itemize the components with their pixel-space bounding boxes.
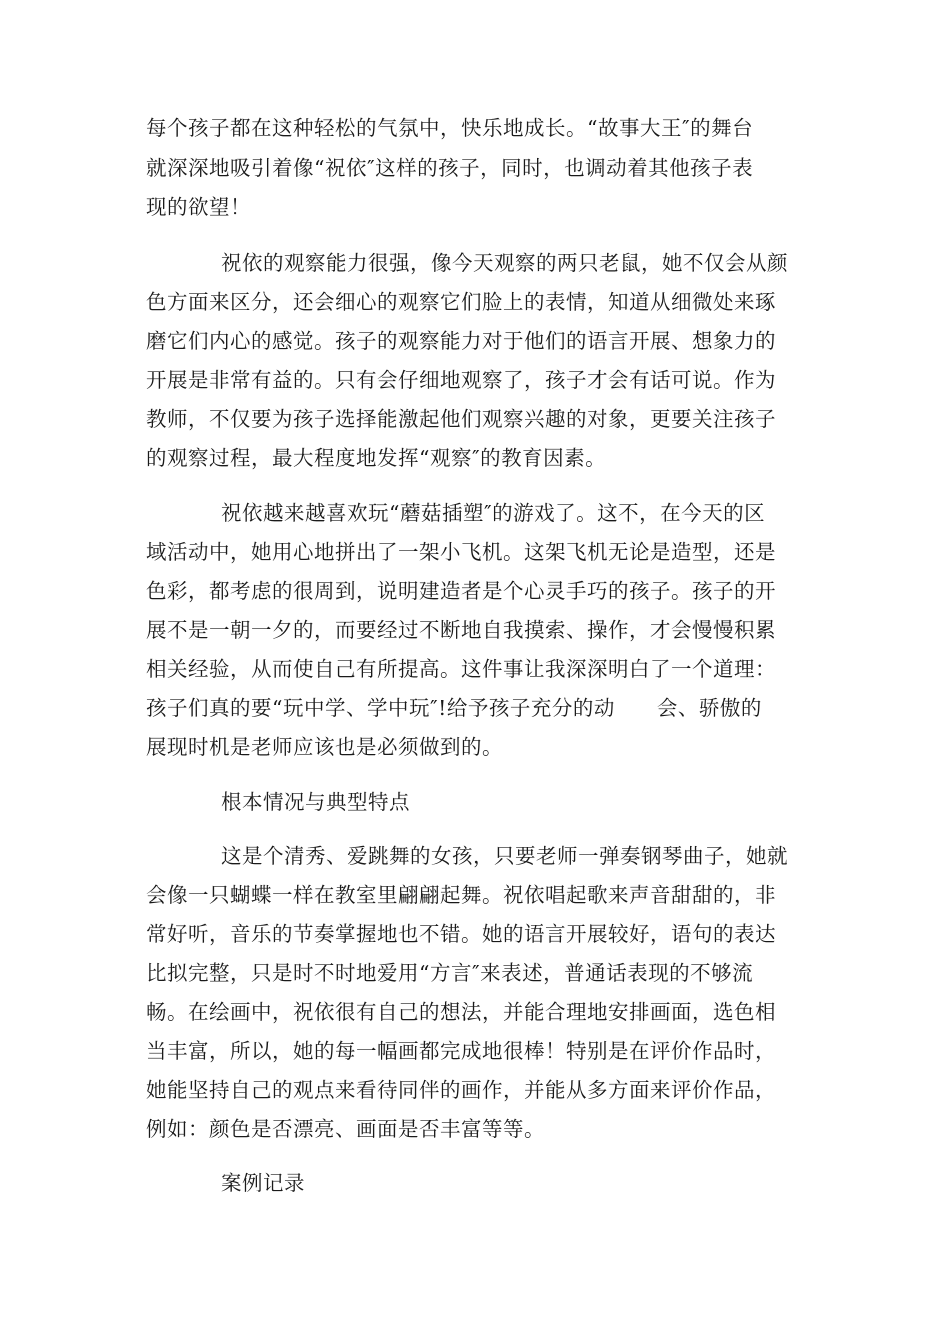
text-line: 她能坚持自己的观点来看待同伴的画作，并能从多方面来评价作品， — [146, 1078, 776, 1102]
text-line: 色彩，都考虑的很周到，说明建造者是个心灵手巧的孩子。孩子的开 — [146, 579, 776, 603]
text-line: 这是个清秀、爱跳舞的女孩，只要老师一弹奏钢琴曲子，她就 — [221, 844, 788, 868]
text-line: 比拟完整，只是时不时地爱用“方言″来表述，普通话表现的不够流 — [146, 961, 754, 985]
text-line: 祝依的观察能力很强，像今天观察的两只老鼠，她不仅会从颜 — [221, 251, 788, 275]
text-line: 孩子们真的要“玩中学、学中玩″!给予孩子充分的动 会、骄傲的 — [146, 696, 762, 720]
section-heading: 根本情况与典型特点 — [221, 790, 410, 814]
text-line: 现的欲望！ — [146, 195, 251, 219]
text-line: 当丰富，所以，她的每一幅画都完成地很棒！特别是在评价作品时， — [146, 1039, 776, 1063]
text-line: 色方面来区分，还会细心的观察它们脸上的表情，知道从细微处来琢 — [146, 290, 776, 314]
text-line: 相关经验，从而使自己有所提高。这件事让我深深明白了一个道理： — [146, 657, 776, 681]
text-line: 展不是一朝一夕的，而要经过不断地自我摸索、操作，才会慢慢积累 — [146, 618, 776, 642]
text-line: 畅。在绘画中，祝依很有自己的想法，并能合理地安排画面，选色相 — [146, 1000, 776, 1024]
text-line: 展现时机是老师应该也是必须做到的。 — [146, 735, 503, 759]
text-line: 磨它们内心的感觉。孩子的观察能力对于他们的语言开展、想象力的 — [146, 329, 776, 353]
text-line: 每个孩子都在这种轻松的气氛中，快乐地成长。“故事大王″的舞台 — [146, 116, 754, 140]
text-line: 的观察过程，最大程度地发挥“观察″的教育因素。 — [146, 446, 607, 470]
text-line: 会像一只蝴蝶一样在教室里翩翩起舞。祝依唱起歌来声音甜甜的，非 — [146, 883, 776, 907]
text-line: 就深深地吸引着像“祝依″这样的孩子，同时，也调动着其他孩子表 — [146, 156, 754, 180]
text-line: 域活动中，她用心地拼出了一架小飞机。这架飞机无论是造型，还是 — [146, 540, 776, 564]
text-line: 常好听，音乐的节奏掌握地也不错。她的语言开展较好，语句的表达 — [146, 922, 776, 946]
section-heading: 案例记录 — [221, 1171, 305, 1195]
text-line: 开展是非常有益的。只有会仔细地观察了，孩子才会有话可说。作为 — [146, 368, 776, 392]
text-line: 祝依越来越喜欢玩“蘑菇插塑″的游戏了。这不，在今天的区 — [221, 501, 766, 525]
text-line: 例如：颜色是否漂亮、画面是否丰富等等。 — [146, 1117, 545, 1141]
text-line: 教师，不仅要为孩子选择能激起他们观察兴趣的对象，更要关注孩子 — [146, 407, 776, 431]
